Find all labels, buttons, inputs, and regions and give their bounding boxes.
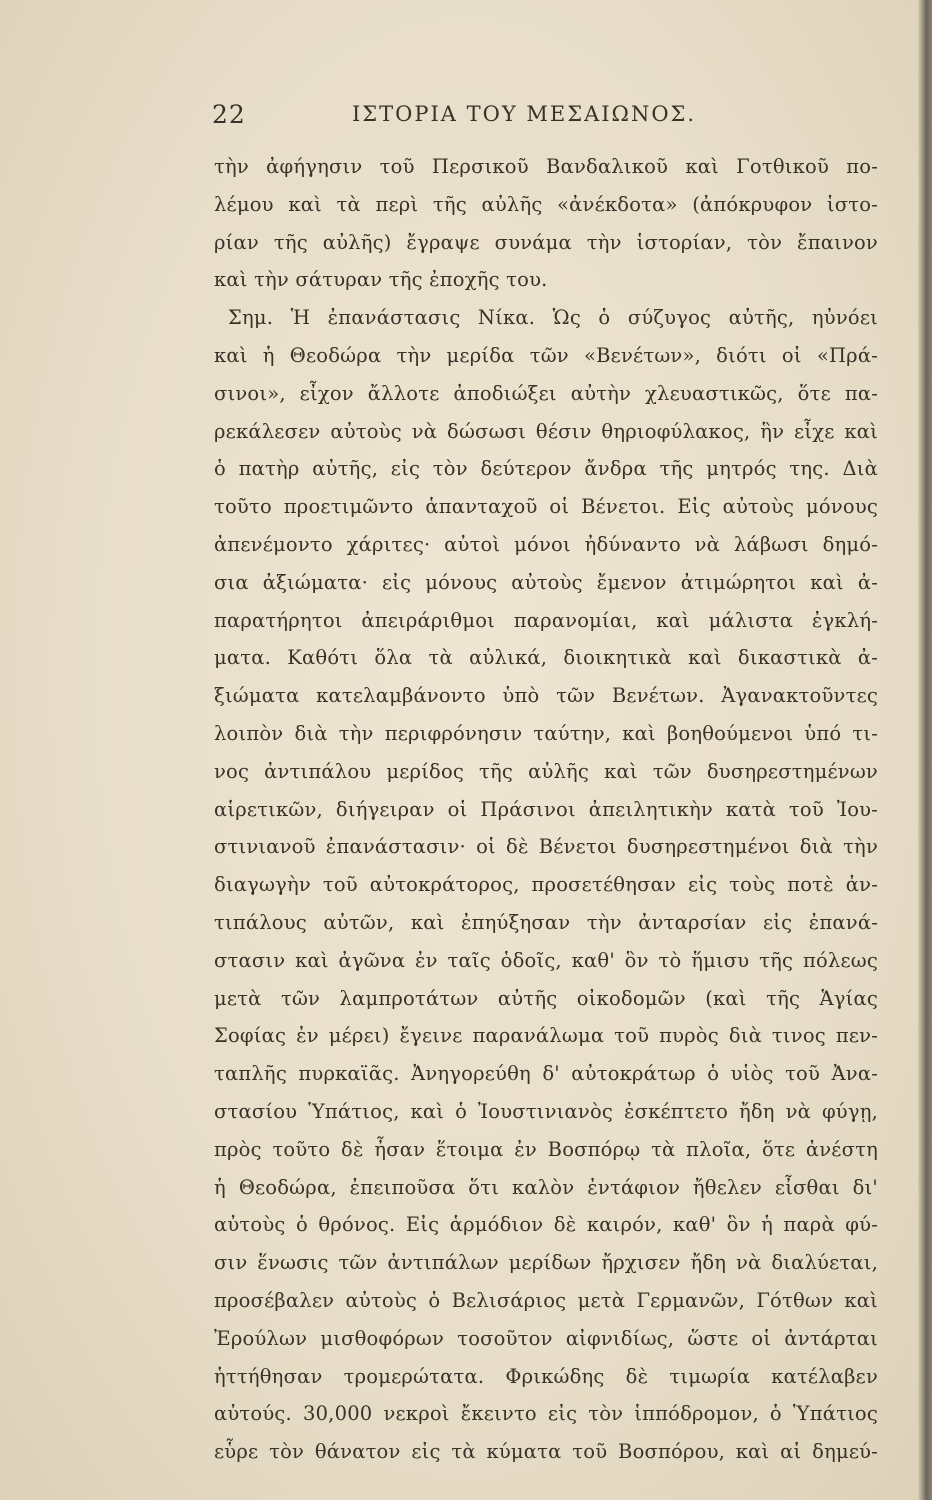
text-line: ματα. Καθότι ὅλα τὰ αὐλικά, διοικητικὰ καὶ δικαστικὰ ἀ- [214, 646, 878, 670]
text-line: Ἐρούλων μισθοφόρων τοσοῦτον αἰφνιδίως, ὥστε οἱ ἀντάρται [214, 1326, 878, 1350]
text-line: σιν ἕνωσις τῶν ἀντιπάλων μερίδων ἤρχισεν ἤδη νὰ διαλύεται, [214, 1251, 878, 1275]
text-line: ἡττήθησαν τρομερώτατα. Φρικώδης δὲ τιμωρία κατέλαβεν [214, 1364, 878, 1388]
text-line: ἡ Θεοδώρα, ἐπειποῦσα ὅτι καλὸν ἐντάφιον ἤθελεν εἶσθαι δι' [214, 1175, 878, 1199]
running-title: ΙΣΤΟΡΙΑ ΤΟΥ ΜΕΣΑΙΩΝΟΣ. [352, 102, 697, 126]
text-line: καὶ ἡ Θεοδώρα τὴν μερίδα τῶν «Βενέτων», διότι οἱ «Πρά- [214, 343, 878, 367]
text-line: καὶ τὴν σάτυραν τῆς ἐποχῆς του. [214, 268, 548, 292]
text-line: διαγωγὴν τοῦ αὐτοκράτορος, προσετέθησαν εἰς τοὺς ποτὲ ἀν- [214, 873, 878, 897]
text-line: Σημ. Ἡ ἐπανάστασις Νίκα. Ὡς ὁ σύζυγος αὐτῆς, ηὐνόει [228, 306, 878, 330]
text-line: εὗρε τὸν θάνατον εἰς τὰ κύματα τοῦ Βοσπόρου, καὶ αἱ δημεύ- [214, 1440, 878, 1464]
text-line: αἱρετικῶν, διήγειραν οἱ Πράσινοι ἀπειλητικὴν κατὰ τοῦ Ἰου- [214, 797, 878, 821]
text-line: ἀπενέμοντο χάριτες· αὐτοὶ μόνοι ἠδύναντο νὰ λάβωσι δημό- [214, 532, 878, 556]
text-line: στασίου Ὑπάτιος, καὶ ὁ Ἰουστινιανὸς ἐσκέπτετο ἤδη νὰ φύγῃ, [214, 1099, 878, 1123]
text-line: μετὰ τῶν λαμπροτάτων αὐτῆς οἰκοδομῶν (καὶ τῆς Ἁγίας [214, 986, 878, 1010]
page-header [212, 100, 717, 134]
text-line: σια ἀξιώματα· εἰς μόνους αὐτοὺς ἔμενον ἀτιμώρητοι καὶ ἀ- [214, 570, 878, 594]
text-line: προσέβαλεν αὐτοὺς ὁ Βελισάριος μετὰ Γερμανῶν, Γότθων καὶ [214, 1288, 878, 1312]
text-line: ταπλῆς πυρκαϊᾶς. Ἀνηγορεύθη δ' αὐτοκράτωρ ὁ υἱὸς τοῦ Ἀνα- [214, 1062, 878, 1086]
text-line: Σοφίας ἐν μέρει) ἔγεινε παρανάλωμα τοῦ πυρὸς διὰ τινος πεν- [214, 1024, 878, 1048]
text-line: αὐτοὺς ὁ θρόνος. Εἰς ἁρμόδιον δὲ καιρόν, καθ' ὃν ἡ παρὰ φύ- [214, 1213, 878, 1237]
text-line: στασιν καὶ ἀγῶνα ἐν ταῖς ὁδοῖς, καθ' ὃν τὸ ἥμισυ τῆς πόλεως [214, 948, 878, 972]
text-line: τοῦτο προετιμῶντο ἁπανταχοῦ οἱ Βένετοι. Εἰς αὐτοὺς μόνους [214, 495, 878, 519]
text-line: νος ἀντιπάλου μερίδος τῆς αὐλῆς καὶ τῶν δυσηρεστημένων [214, 759, 878, 783]
page-number: 22 [212, 100, 246, 129]
text-line: ξιώματα κατελαμβάνοντο ὑπὸ τῶν Βενέτων. Ἀγανακτοῦντες [214, 684, 878, 708]
text-line: σινοι», εἶχον ἄλλοτε ἀποδιώξει αὐτὴν χλευαστικῶς, ὅτε πα- [214, 381, 878, 405]
text-line: αὐτούς. 30,000 νεκροὶ ἔκειντο εἰς τὸν ἱππόδρομον, ὁ Ὑπάτιος [214, 1402, 878, 1426]
body-text [214, 148, 878, 1471]
text-line: στινιανοῦ ἐπανάστασιν· οἱ δὲ Βένετοι δυσηρεστημένοι διὰ τὴν [214, 835, 878, 859]
text-line: ρεκάλεσεν αὐτοὺς νὰ δώσωσι θέσιν θηριοφύλακος, ἣν εἶχε καὶ [214, 419, 878, 443]
text-line: τὴν ἀφήγησιν τοῦ Περσικοῦ Βανδαλικοῦ καὶ Γοτθικοῦ πο- [214, 155, 878, 178]
text-line: λέμου καὶ τὰ περὶ τῆς αὐλῆς «ἀνέκδοτα» (ἀπόκρυφον ἱστο- [214, 192, 878, 216]
page-edge [918, 0, 932, 1500]
text-line: πρὸς τοῦτο δὲ ἦσαν ἕτοιμα ἐν Βοσπόρῳ τὰ πλοῖα, ὅτε ἀνέστη [214, 1137, 878, 1161]
text-line: λοιπὸν διὰ τὴν περιφρόνησιν ταύτην, καὶ βοηθούμενοι ὑπό τι- [214, 721, 878, 745]
text-line: ὁ πατὴρ αὐτῆς, εἰς τὸν δεύτερον ἄνδρα τῆς μητρός της. Διὰ [214, 457, 878, 481]
text-line: τιπάλους αὐτῶν, καὶ ἐπηύξησαν τὴν ἀνταρσίαν εἰς ἐπανά- [214, 910, 878, 934]
text-line: παρατήρητοι ἀπειράριθμοι παρανομίαι, καὶ μάλιστα ἐγκλή- [214, 608, 878, 632]
text-line: ρίαν τῆς αὐλῆς) ἔγραψε συνάμα τὴν ἱστορίαν, τὸν ἔπαινον [214, 230, 878, 254]
